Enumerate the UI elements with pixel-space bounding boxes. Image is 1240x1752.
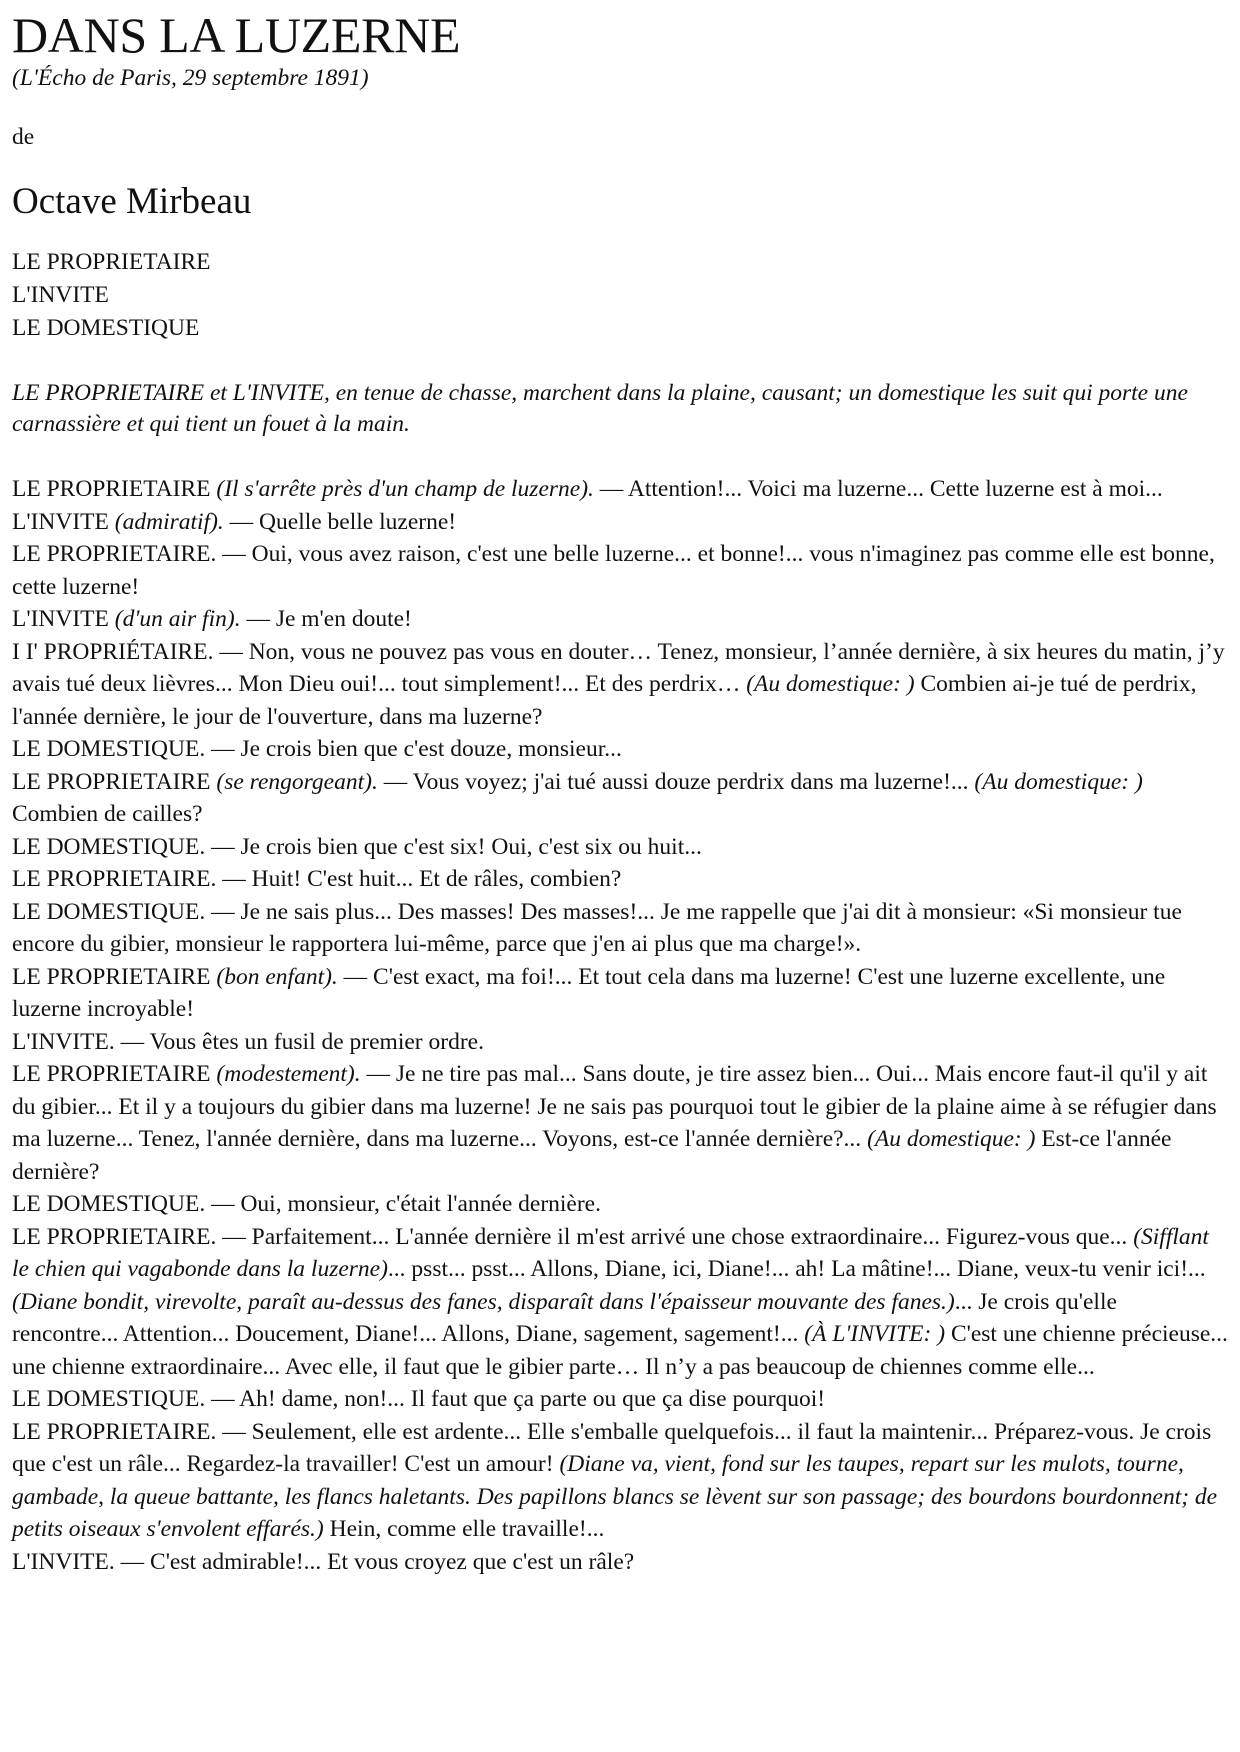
stage-direction: (d'un air fin). [114, 606, 241, 632]
dialogue-line [12, 961, 1228, 1026]
cast-member: L'INVITE [12, 282, 109, 308]
speech-text: — Je m'en doute! [240, 606, 412, 632]
stage-direction: (bon enfant). [216, 963, 338, 990]
stage-direction: (Au domestique: ) [746, 671, 915, 697]
byline-prefix: de [12, 124, 35, 150]
stage-direction: (Au domestique: ) [974, 768, 1143, 795]
dialogue-line [12, 1546, 1228, 1579]
dialogue-line [12, 473, 1228, 506]
document-title: DANS LA LUZERNE [12, 7, 461, 63]
stage-direction: (Il s'arrête près d'un champ de luzerne). [216, 476, 594, 502]
dialogue-line [12, 506, 1228, 539]
speech-text: L'INVITE [12, 508, 115, 535]
speech-text: — Je ne tire pas mal... Sans doute, je tire assez bien... Oui... Mais encore faut-il qu'il y ait du gibier... Et il y a toujours du gibier dans ma luzerne! Je ne sais pas pourquoi tout le gibier de la plaine aime à se réfugier dans ma luzerne... Tenez, l'année dernière, dans ma luzerne... Voyons, est-ce l'année dernière?... [12, 1061, 1217, 1152]
cast-list [12, 246, 1228, 345]
speech-text: — Attention!... Voici ma luzerne... Cette luzerne est à moi... [593, 476, 1163, 502]
speech-text: LE DOMESTIQUE. — Oui, monsieur, c'était l'année dernière. [12, 1191, 601, 1217]
dialogue-line [12, 1221, 1228, 1384]
speech-text: — C'est exact, ma foi!... Et tout cela dans ma luzerne! C'est une luzerne excellente, une luzerne incroyable! [12, 963, 1166, 1022]
speech-text: — Quelle belle luzerne! [223, 508, 457, 535]
speech-text: LE DOMESTIQUE. — Je crois bien que c'est six! Oui, c'est six ou huit... [12, 833, 702, 860]
cast-member: LE PROPRIETAIRE [12, 249, 211, 275]
dialogue-line [12, 766, 1228, 831]
author-name: Octave Mirbeau [12, 181, 252, 222]
speech-text: C'est une chienne précieuse... une chienne extraordinaire... Avec elle, il faut que le gibier parte… Il n’y a pas beaucoup de chiennes comme elle... [12, 1321, 1228, 1380]
stage-direction: (modestement). [216, 1061, 361, 1087]
stage-direction: (Sifflant le chien qui vagabonde dans la luzerne) [12, 1223, 1209, 1282]
stage-direction: (Au domestique: ) [867, 1126, 1036, 1152]
dialogue-line [12, 1188, 1228, 1221]
stage-direction: (À L'INVITE: ) [804, 1321, 946, 1347]
speech-text: LE DOMESTIQUE. — Je crois bien que c'est douze, monsieur... [12, 736, 622, 762]
speech-text: L'INVITE. — C'est admirable!... Et vous croyez que c'est un râle? [12, 1548, 635, 1575]
speech-text: LE PROPRIETAIRE [12, 1061, 217, 1087]
dialogue-line [12, 831, 1228, 864]
speech-text: Combien de cailles? [12, 801, 203, 827]
speech-text: ... psst... psst... Allons, Diane, ici, Diane!... ah! La mâtine!... Diane, veux-tu venir ici!... [387, 1256, 1206, 1282]
speech-text: — Vous voyez; j'ai tué aussi douze perdrix dans ma luzerne!... [377, 768, 975, 795]
speech-text: L'INVITE. — Vous êtes un fusil de premier ordre. [12, 1028, 484, 1055]
dialogue-line [12, 636, 1228, 734]
dialogue-line [12, 1026, 1228, 1059]
speech-text: LE PROPRIETAIRE. — Huit! C'est huit... Et de râles, combien? [12, 866, 622, 892]
cast-member: LE DOMESTIQUE [12, 315, 200, 341]
stage-direction-intro: LE PROPRIETAIRE et L'INVITE, en tenue de chasse, marchent dans la plaine, causant; un domestique les suit qui porte une carnassière et qui tient un fouet à la main. [12, 380, 1188, 437]
dialogue-line [12, 538, 1228, 603]
speech-text: Est-ce l'année dernière? [12, 1126, 1172, 1185]
dialogue-line [12, 1416, 1228, 1546]
speech-text: Combien ai-je tué de perdrix, l'année dernière, le jour de l'ouverture, dans ma luzerne? [12, 671, 1197, 730]
stage-direction: (admiratif). [114, 508, 224, 535]
dialogue-line [12, 733, 1228, 766]
speech-text: LE PROPRIETAIRE. — Seulement, elle est ardente... Elle s'emballe quelquefois... il faut la maintenir... Préparez-vous. Je crois que c'est un râle... Regardez-la travailler! C'est un amour! [12, 1418, 1212, 1477]
speech-text: LE PROPRIETAIRE [12, 768, 217, 795]
dialogue-line [12, 863, 1228, 896]
dialogue-line [12, 1058, 1228, 1188]
speech-text: LE PROPRIETAIRE [12, 476, 217, 502]
speech-text: LE PROPRIETAIRE. — Parfaitement... L'année dernière il m'est arrivé une chose extraordinaire... Figurez-vous que... [12, 1223, 1134, 1250]
dialogue-line [12, 896, 1228, 961]
speech-text: LE PROPRIETAIRE [12, 963, 217, 990]
speech-text: ... Je crois qu'elle rencontre... Attention... Doucement, Diane!... Allons, Diane, sagement, sagement!... [12, 1288, 1117, 1347]
speech-text: LE DOMESTIQUE. — Je ne sais plus... Des masses! Des masses!... Je me rappelle que j'ai dit à monsieur: «Si monsieur tue encore du gibier, monsieur le rapportera lui-même, parce que j'en ai plus que ma charge!». [12, 898, 1182, 957]
speech-text: Hein, comme elle travaille!... [323, 1516, 605, 1542]
speech-text: LE DOMESTIQUE. — Ah! dame, non!... Il faut que ça parte ou que ça dise pourquoi! [12, 1386, 826, 1412]
speech-text: L'INVITE [12, 606, 115, 632]
stage-direction: (Diane va, vient, fond sur les taupes, repart sur les mulots, tourne, gambade, la queue battante, les flancs haletants. Des papillons blancs se lèvent sur son passage; des bourdons bourdonnent; de petits oiseaux s'envolent effarés.) [12, 1451, 1218, 1542]
dialogue [12, 473, 1228, 1578]
publication-source: (L'Écho de Paris, 29 septembre 1891) [12, 65, 369, 91]
stage-direction: (Diane bondit, virevolte, paraît au-dessus des fanes, disparaît dans l'épaisseur mouvante des fanes.) [12, 1288, 955, 1315]
dialogue-line [12, 1383, 1228, 1416]
speech-text: LE PROPRIETAIRE. — Oui, vous avez raison, c'est une belle luzerne... et bonne!... vous n'imaginez pas comme elle est bonne, cette luzerne! [12, 541, 1215, 600]
dialogue-line [12, 603, 1228, 636]
speech-text: I I' PROPRIÉTAIRE. — Non, vous ne pouvez pas vous en douter… Tenez, monsieur, l’année dernière, à six heures du matin, j’y avais tué deux lièvres... Mon Dieu oui!... tout simplement!... Et des perdrix… [12, 638, 1225, 697]
stage-direction: (se rengorgeant). [216, 768, 378, 795]
